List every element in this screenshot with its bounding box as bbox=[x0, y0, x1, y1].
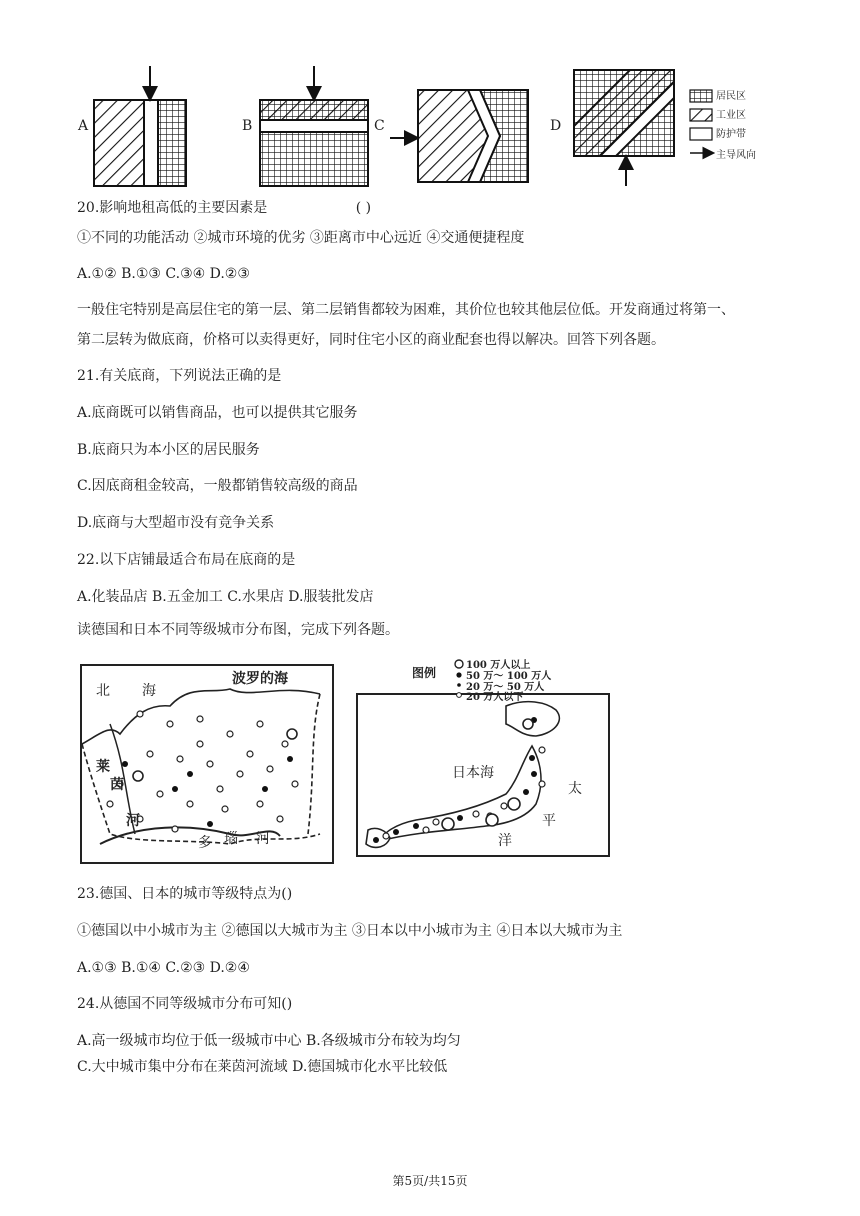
japan-legend-4: 20 万人以下 bbox=[466, 692, 524, 703]
map-label-baltic: 波罗的海 bbox=[232, 671, 288, 687]
passage-1-line-1: 一般住宅特别是高层住宅的第一层、第二层销售都较为困难，其价位也较其他层位低。开发商通过将第一、 bbox=[77, 302, 735, 318]
map-label-danube-2: 瑙 bbox=[224, 831, 238, 847]
q24-options-line-2: C.大中城市集中分布在莱茵河流域 D.德国城市化水平比较低 bbox=[77, 1059, 448, 1075]
diagram-b bbox=[260, 66, 368, 186]
diagram-label-b: B bbox=[242, 118, 253, 134]
japan-legend-title: 图例 bbox=[412, 666, 437, 680]
q20-stem: 20.影响地租高低的主要因素是 ( ) bbox=[77, 200, 372, 216]
legend-wind: 主导风向 bbox=[716, 150, 756, 161]
answer-paren: ( ) bbox=[355, 200, 372, 216]
q20-options: A.①② B.①③ C.③④ D.②③ bbox=[77, 266, 250, 282]
legend-buffer: 防护带 bbox=[716, 129, 746, 140]
diagram-legend bbox=[690, 90, 712, 153]
passage-2: 读德国和日本不同等级城市分布图，完成下列各题。 bbox=[77, 622, 399, 638]
land-use-diagrams bbox=[70, 62, 810, 192]
q22-stem: 22.以下店铺最适合布局在底商的是 bbox=[77, 552, 296, 568]
japan-city-map bbox=[356, 654, 610, 858]
diagram-label-d: D bbox=[550, 118, 562, 134]
q21-option-a: A.底商既可以销售商品，也可以提供其它服务 bbox=[77, 405, 358, 421]
passage-1-line-2: 第二层转为做底商，价格可以卖得更好，同时住宅小区的商业配套也得以解决。回答下列各题。 bbox=[77, 332, 665, 348]
diagram-d bbox=[574, 70, 674, 186]
q23-items: ①德国以中小城市为主 ②德国以大城市为主 ③日本以中小城市为主 ④日本以大城市为主 bbox=[77, 923, 623, 939]
q23-options: A.①③ B.①④ C.②③ D.②④ bbox=[77, 960, 250, 976]
legend-industrial: 工业区 bbox=[716, 110, 746, 121]
map-label-danube-3: 河 bbox=[256, 831, 270, 847]
legend-residential: 居民区 bbox=[716, 91, 746, 102]
map-label-north-1: 北 bbox=[96, 683, 110, 699]
germany-city-map bbox=[80, 664, 334, 864]
map-label-pacific-1: 太 bbox=[568, 781, 582, 797]
map-label-sea-of-japan: 日本海 bbox=[452, 765, 494, 781]
q24-stem: 24.从德国不同等级城市分布可知() bbox=[77, 996, 293, 1012]
q21-stem: 21.有关底商，下列说法正确的是 bbox=[77, 368, 282, 384]
japan-legend-3: 20 万～ 50 万人 bbox=[466, 682, 545, 693]
page-number: 第5页/共15页 bbox=[392, 1174, 468, 1188]
diagram-a bbox=[94, 66, 186, 186]
diagram-label-a: A bbox=[78, 118, 89, 134]
q22-options: A.化装品店 B.五金加工 C.水果店 D.服装批发店 bbox=[77, 589, 374, 605]
map-label-north-2: 海 bbox=[142, 683, 156, 699]
diagram-label-c: C bbox=[374, 118, 385, 134]
q21-option-d: D.底商与大型超市没有竞争关系 bbox=[77, 515, 275, 531]
q24-options-line-1: A.高一级城市均位于低一级城市中心 B.各级城市分布较为均匀 bbox=[77, 1033, 461, 1049]
map-label-rhine-1: 莱 bbox=[96, 759, 110, 775]
map-label-rhine-3: 河 bbox=[126, 813, 140, 829]
q21-option-b: B.底商只为本小区的居民服务 bbox=[77, 442, 260, 458]
diagram-c bbox=[390, 90, 528, 182]
japan-legend-1: 100 万人以上 bbox=[466, 660, 531, 671]
map-label-danube-1: 多 bbox=[198, 835, 212, 851]
q20-items: ①不同的功能活动 ②城市环境的优劣 ③距离市中心远近 ④交通便捷程度 bbox=[77, 230, 525, 246]
q21-option-c: C.因底商租金较高，一般都销售较高级的商品 bbox=[77, 478, 358, 494]
map-label-pacific-3: 洋 bbox=[498, 833, 512, 849]
japan-legend-2: 50 万～ 100 万人 bbox=[466, 671, 552, 682]
map-label-pacific-2: 平 bbox=[542, 813, 556, 829]
q23-stem: 23.德国、日本的城市等级特点为() bbox=[77, 886, 293, 902]
map-label-rhine-2: 茵 bbox=[110, 777, 124, 793]
